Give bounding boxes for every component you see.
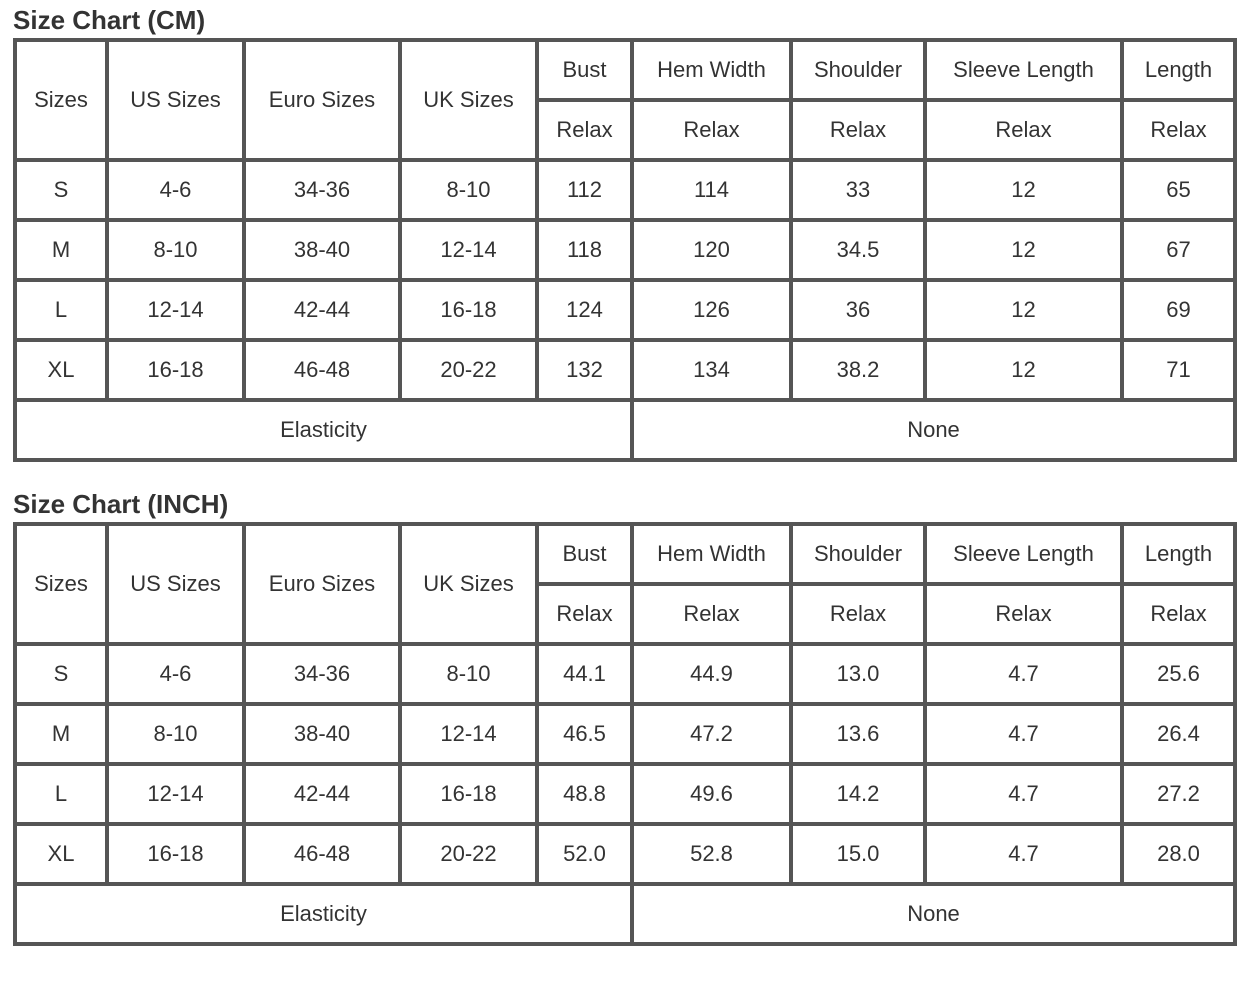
cell-us-size: 4-6	[107, 160, 244, 220]
cell-bust: 112	[537, 160, 632, 220]
table-row	[15, 644, 1235, 704]
elasticity-value: None	[632, 400, 1235, 460]
cell-size: M	[15, 704, 107, 764]
cell-uk-size: 8-10	[400, 160, 537, 220]
cell-euro-size: 38-40	[244, 220, 400, 280]
cell-uk-size: 12-14	[400, 220, 537, 280]
cell-size: XL	[15, 340, 107, 400]
subheader-relax: Relax	[632, 584, 791, 644]
cell-uk-size: 20-22	[400, 824, 537, 884]
elasticity-label: Elasticity	[15, 884, 632, 944]
cell-hem-width: 114	[632, 160, 791, 220]
subheader-relax: Relax	[925, 584, 1122, 644]
cell-hem-width: 134	[632, 340, 791, 400]
cell-size: M	[15, 220, 107, 280]
cell-bust: 118	[537, 220, 632, 280]
subheader-relax: Relax	[791, 584, 925, 644]
size-chart-cm-title: Size Chart (CM)	[13, 5, 206, 35]
cell-length: 28.0	[1122, 824, 1235, 884]
header-row	[15, 524, 1235, 584]
size-chart-cm-table	[13, 38, 1237, 462]
cell-sleeve-length: 4.7	[925, 764, 1122, 824]
table-row	[15, 704, 1235, 764]
cell-euro-size: 42-44	[244, 280, 400, 340]
cell-bust: 48.8	[537, 764, 632, 824]
cell-size: XL	[15, 824, 107, 884]
subheader-relax: Relax	[632, 100, 791, 160]
cell-hem-width: 49.6	[632, 764, 791, 824]
table-row	[15, 220, 1235, 280]
cell-shoulder: 13.6	[791, 704, 925, 764]
subheader-relax: Relax	[1122, 100, 1235, 160]
cell-euro-size: 38-40	[244, 704, 400, 764]
header-euro-sizes: Euro Sizes	[244, 524, 400, 644]
subheader-relax: Relax	[791, 100, 925, 160]
subheader-relax: Relax	[537, 100, 632, 160]
cell-hem-width: 44.9	[632, 644, 791, 704]
table-row	[15, 160, 1235, 220]
cell-shoulder: 13.0	[791, 644, 925, 704]
cell-length: 71	[1122, 340, 1235, 400]
cell-length: 65	[1122, 160, 1235, 220]
cell-sleeve-length: 4.7	[925, 824, 1122, 884]
cell-us-size: 8-10	[107, 704, 244, 764]
cell-uk-size: 12-14	[400, 704, 537, 764]
header-sizes: Sizes	[15, 40, 107, 160]
cell-shoulder: 15.0	[791, 824, 925, 884]
header-shoulder: Shoulder	[791, 524, 925, 584]
header-sizes: Sizes	[15, 524, 107, 644]
cell-length: 67	[1122, 220, 1235, 280]
header-bust: Bust	[537, 524, 632, 584]
header-hem-width: Hem Width	[632, 524, 791, 584]
footer-row	[15, 884, 1235, 944]
header-sleeve-length: Sleeve Length	[925, 524, 1122, 584]
cell-size: L	[15, 280, 107, 340]
header-length: Length	[1122, 40, 1235, 100]
header-length: Length	[1122, 524, 1235, 584]
cell-us-size: 4-6	[107, 644, 244, 704]
cell-us-size: 8-10	[107, 220, 244, 280]
cell-us-size: 12-14	[107, 280, 244, 340]
cell-bust: 132	[537, 340, 632, 400]
elasticity-label: Elasticity	[15, 400, 632, 460]
header-uk-sizes: UK Sizes	[400, 524, 537, 644]
size-chart-inch-title: Size Chart (INCH)	[13, 489, 229, 519]
header-sleeve-length: Sleeve Length	[925, 40, 1122, 100]
cell-sleeve-length: 12	[925, 220, 1122, 280]
cell-euro-size: 46-48	[244, 340, 400, 400]
cell-size: S	[15, 160, 107, 220]
cell-us-size: 12-14	[107, 764, 244, 824]
cell-sleeve-length: 4.7	[925, 644, 1122, 704]
header-row	[15, 40, 1235, 100]
cell-euro-size: 42-44	[244, 764, 400, 824]
subheader-relax: Relax	[925, 100, 1122, 160]
cell-shoulder: 36	[791, 280, 925, 340]
cell-uk-size: 16-18	[400, 280, 537, 340]
cell-hem-width: 47.2	[632, 704, 791, 764]
footer-row	[15, 400, 1235, 460]
cell-hem-width: 52.8	[632, 824, 791, 884]
cell-length: 27.2	[1122, 764, 1235, 824]
cell-shoulder: 38.2	[791, 340, 925, 400]
table-row	[15, 280, 1235, 340]
cell-euro-size: 34-36	[244, 644, 400, 704]
cell-sleeve-length: 12	[925, 160, 1122, 220]
cell-uk-size: 16-18	[400, 764, 537, 824]
size-chart-inch-table	[13, 522, 1237, 946]
table-row	[15, 764, 1235, 824]
header-bust: Bust	[537, 40, 632, 100]
cell-shoulder: 14.2	[791, 764, 925, 824]
header-uk-sizes: UK Sizes	[400, 40, 537, 160]
cell-shoulder: 34.5	[791, 220, 925, 280]
cell-shoulder: 33	[791, 160, 925, 220]
cell-hem-width: 120	[632, 220, 791, 280]
cell-length: 25.6	[1122, 644, 1235, 704]
table-row	[15, 824, 1235, 884]
elasticity-value: None	[632, 884, 1235, 944]
cell-length: 69	[1122, 280, 1235, 340]
subheader-relax: Relax	[1122, 584, 1235, 644]
cell-us-size: 16-18	[107, 824, 244, 884]
cell-length: 26.4	[1122, 704, 1235, 764]
cell-sleeve-length: 12	[925, 340, 1122, 400]
header-shoulder: Shoulder	[791, 40, 925, 100]
cell-bust: 124	[537, 280, 632, 340]
table-row	[15, 340, 1235, 400]
header-euro-sizes: Euro Sizes	[244, 40, 400, 160]
cell-size: L	[15, 764, 107, 824]
header-hem-width: Hem Width	[632, 40, 791, 100]
cell-euro-size: 34-36	[244, 160, 400, 220]
cell-us-size: 16-18	[107, 340, 244, 400]
cell-euro-size: 46-48	[244, 824, 400, 884]
cell-sleeve-length: 12	[925, 280, 1122, 340]
subheader-relax: Relax	[537, 584, 632, 644]
cell-sleeve-length: 4.7	[925, 704, 1122, 764]
cell-uk-size: 8-10	[400, 644, 537, 704]
header-us-sizes: US Sizes	[107, 524, 244, 644]
cell-hem-width: 126	[632, 280, 791, 340]
cell-bust: 44.1	[537, 644, 632, 704]
cell-uk-size: 20-22	[400, 340, 537, 400]
cell-bust: 46.5	[537, 704, 632, 764]
cell-size: S	[15, 644, 107, 704]
header-us-sizes: US Sizes	[107, 40, 244, 160]
cell-bust: 52.0	[537, 824, 632, 884]
